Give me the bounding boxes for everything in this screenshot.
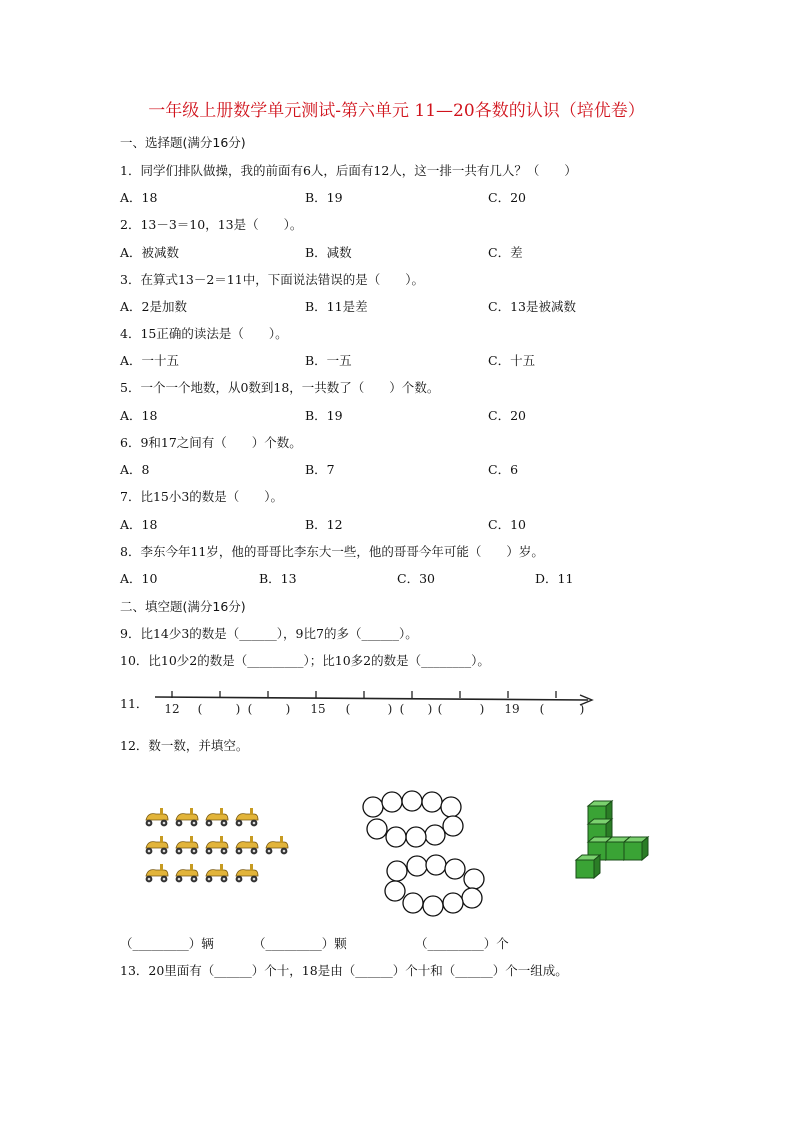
q6-option-c[interactable]: C．6 bbox=[488, 462, 519, 477]
number-line-label: 15 bbox=[310, 702, 326, 716]
q7-option-a[interactable]: A．18 bbox=[120, 517, 158, 532]
q2-option-b[interactable]: B．减数 bbox=[305, 245, 352, 260]
question-1: 1．同学们排队做操，我的前面有6人，后面有12人，这一排一共有几人？（ ） bbox=[120, 163, 577, 178]
scooter-icon bbox=[176, 864, 198, 882]
section-heading-choice: 一、选择题(满分16分) bbox=[120, 135, 246, 150]
scooter-icon bbox=[236, 836, 258, 854]
bead-icon bbox=[423, 896, 443, 916]
bead-icon bbox=[363, 797, 383, 817]
bead-icon bbox=[464, 869, 484, 889]
question-6: 6．9和17之间有（ ）个数。 bbox=[120, 435, 302, 450]
question-2: 2．13－3＝10，13是（ ）。 bbox=[120, 217, 303, 232]
scooter-group-figure bbox=[138, 800, 298, 895]
question-11-label: 11． bbox=[120, 696, 149, 711]
scooter-icon bbox=[206, 864, 228, 882]
q2-option-c[interactable]: C．差 bbox=[488, 245, 523, 260]
q7-option-c[interactable]: C．10 bbox=[488, 517, 526, 532]
q8-option-d[interactable]: D．11 bbox=[535, 571, 574, 586]
bead-icon bbox=[382, 792, 402, 812]
bead-icon bbox=[406, 827, 426, 847]
number-line-blank-paren: ( bbox=[399, 702, 405, 716]
number-line-blank-paren: ) bbox=[235, 702, 241, 716]
q12-scooter-blank[interactable]: （_________）辆 bbox=[120, 936, 214, 951]
number-line-label: 19 bbox=[504, 702, 520, 716]
bead-group-figure bbox=[350, 785, 500, 915]
number-line-blank-paren: ) bbox=[427, 702, 433, 716]
q4-option-c[interactable]: C．十五 bbox=[488, 353, 536, 368]
number-line-blank-paren: ( bbox=[539, 702, 545, 716]
number-line-blank-paren: ) bbox=[285, 702, 291, 716]
scooter-icon bbox=[266, 836, 288, 854]
q6-option-b[interactable]: B．7 bbox=[305, 462, 335, 477]
question-9: 9．比14少3的数是（______），9比7的多（______）。 bbox=[120, 626, 418, 641]
q2-option-a[interactable]: A．被减数 bbox=[120, 245, 180, 260]
q12-cube-blank[interactable]: （_________）个 bbox=[415, 936, 509, 951]
bead-icon bbox=[407, 856, 427, 876]
scooter-icon bbox=[206, 808, 228, 826]
q5-option-a[interactable]: A．18 bbox=[120, 408, 158, 423]
question-4: 4．15正确的读法是（ ）。 bbox=[120, 326, 288, 341]
q4-option-b[interactable]: B．一五 bbox=[305, 353, 352, 368]
bead-icon bbox=[403, 893, 423, 913]
bead-icon bbox=[443, 816, 463, 836]
q4-option-a[interactable]: A．一十五 bbox=[120, 353, 180, 368]
number-line-blank-paren: ( bbox=[345, 702, 351, 716]
scooter-icon bbox=[146, 808, 168, 826]
question-12: 12．数一数，并填空。 bbox=[120, 738, 249, 753]
question-7: 7．比15小3的数是（ ）。 bbox=[120, 489, 284, 504]
q1-option-c[interactable]: C．20 bbox=[488, 190, 526, 205]
bead-icon bbox=[426, 855, 446, 875]
scooter-icon bbox=[176, 808, 198, 826]
bead-icon bbox=[387, 861, 407, 881]
number-line-figure bbox=[150, 680, 600, 725]
bead-icon bbox=[462, 888, 482, 908]
scooter-icon bbox=[236, 864, 258, 882]
bead-icon bbox=[402, 791, 422, 811]
question-5: 5．一个一个地数，从0数到18，一共数了（ ）个数。 bbox=[120, 380, 440, 395]
cube-icon bbox=[576, 855, 600, 878]
section-heading-fill: 二、填空题(满分16分) bbox=[120, 599, 246, 614]
page-title: 一年级上册数学单元测试-第六单元 11—20各数的认识（培优卷） bbox=[148, 101, 645, 121]
q8-option-b[interactable]: B．13 bbox=[259, 571, 297, 586]
scooter-icon bbox=[206, 836, 228, 854]
bead-icon bbox=[443, 893, 463, 913]
number-line-blank-paren: ( bbox=[247, 702, 253, 716]
bead-icon bbox=[385, 881, 405, 901]
q5-option-b[interactable]: B．19 bbox=[305, 408, 343, 423]
q5-option-c[interactable]: C．20 bbox=[488, 408, 526, 423]
question-3: 3．在算式13－2＝11中，下面说法错误的是（ ）。 bbox=[120, 272, 424, 287]
cube-icon bbox=[624, 837, 648, 860]
q12-bead-blank[interactable]: （_________）颗 bbox=[253, 936, 347, 951]
q3-option-b[interactable]: B．11是差 bbox=[305, 299, 368, 314]
cube-stack-figure bbox=[570, 798, 665, 893]
number-line-blank-paren: ( bbox=[437, 702, 443, 716]
bead-icon bbox=[441, 797, 461, 817]
question-10: 10．比10少2的数是（_________）；比10多2的数是（________）。 bbox=[120, 653, 490, 668]
number-line-blank-paren: ) bbox=[579, 702, 585, 716]
bead-icon bbox=[386, 827, 406, 847]
scooter-icon bbox=[236, 808, 258, 826]
q8-option-c[interactable]: C．30 bbox=[397, 571, 435, 586]
number-line-blank-paren: ) bbox=[479, 702, 485, 716]
q1-option-a[interactable]: A．18 bbox=[120, 190, 158, 205]
question-8: 8．李东今年11岁，他的哥哥比李东大一些，他的哥哥今年可能（ ）岁。 bbox=[120, 544, 544, 559]
bead-icon bbox=[445, 859, 465, 879]
scooter-icon bbox=[176, 836, 198, 854]
scooter-icon bbox=[146, 836, 168, 854]
number-line-blank-paren: ( bbox=[197, 702, 203, 716]
bead-icon bbox=[422, 792, 442, 812]
number-line-blank-paren: ) bbox=[387, 702, 393, 716]
bead-icon bbox=[425, 825, 445, 845]
bead-icon bbox=[367, 819, 387, 839]
number-line-label: 12 bbox=[164, 702, 180, 716]
q3-option-a[interactable]: A．2是加数 bbox=[120, 299, 187, 314]
scooter-icon bbox=[146, 864, 168, 882]
q1-option-b[interactable]: B．19 bbox=[305, 190, 343, 205]
q6-option-a[interactable]: A．8 bbox=[120, 462, 150, 477]
question-13: 13．20里面有（______）个十，18是由（______）个十和（______）个一组成。 bbox=[120, 963, 568, 978]
q3-option-c[interactable]: C．13是被减数 bbox=[488, 299, 576, 314]
q7-option-b[interactable]: B．12 bbox=[305, 517, 343, 532]
q8-option-a[interactable]: A．10 bbox=[120, 571, 158, 586]
